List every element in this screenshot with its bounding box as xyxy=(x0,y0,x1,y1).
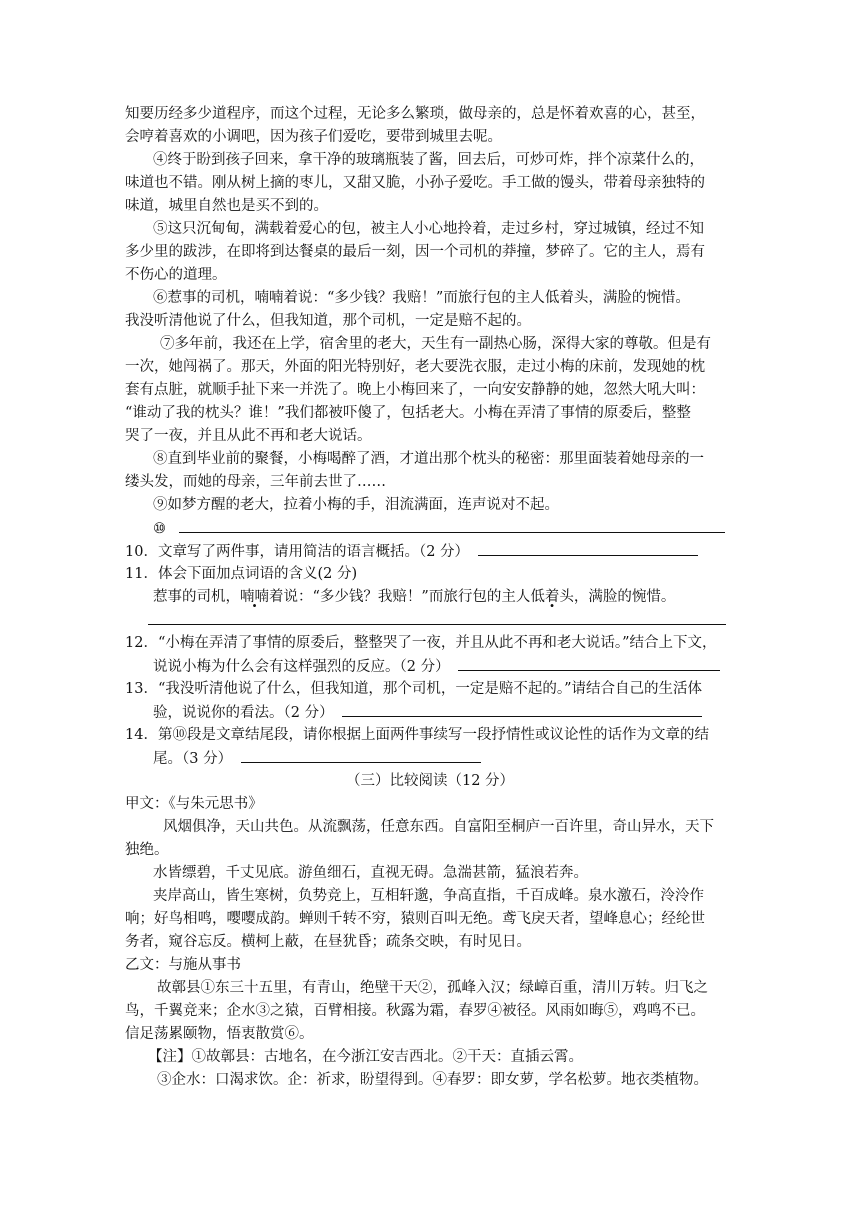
question-10 xyxy=(125,540,698,563)
text-b-title: 乙文：与施从事书 xyxy=(125,957,241,973)
answer-blank[interactable] xyxy=(179,517,725,533)
answer-blank[interactable] xyxy=(478,540,698,556)
paragraph-8: 缕头发，而她的母亲，三年前去世了…… xyxy=(125,474,386,490)
answer-blank[interactable] xyxy=(148,609,726,625)
paragraph-4: ④终于盼到孩子回来，拿干净的玻璃瓶装了酱，回去后，可炒可炸，拌个凉菜什么的， xyxy=(153,152,704,168)
question-12-line2 xyxy=(153,655,720,678)
text-b-paragraph: 故鄣县①东三十五里，有青山，绝壁干天②，孤峰入汉；绿嶂百重，清川万转。归飞之 xyxy=(157,980,708,996)
answer-blank[interactable] xyxy=(241,747,481,763)
paragraph-5: 不伤心的道理。 xyxy=(125,267,227,283)
notes: ③企水：口渴求饮。企：祈求，盼望得到。④春罗：即女萝，学名松萝。地衣类植物。 xyxy=(157,1072,708,1088)
paragraph-6: ⑥惹事的司机，喃喃着说：“多少钱？我赔！”而旅行包的主人低着头，满脸的惋惜。 xyxy=(153,290,690,306)
question-14-line2 xyxy=(153,747,481,770)
paragraph-9: ⑨如梦方醒的老大，拉着小梅的手，泪流满面，连声说对不起。 xyxy=(153,497,559,513)
paragraph-10-number: ⑩ xyxy=(153,521,166,537)
dotted-word-dizhetou: 低着头 xyxy=(530,589,574,605)
answer-blank[interactable] xyxy=(342,701,702,717)
question-13-line2 xyxy=(153,701,702,724)
paragraph-4: 味道，城里自然也是买不到的。 xyxy=(125,198,328,214)
question-12: 12．“小梅在弄清了事情的原委后，整整哭了一夜，并且从此不再和老大说话。”结合上下文， xyxy=(125,635,717,651)
text-a-paragraph-1: 风烟俱净，天山共色。从流飘荡，任意东西。自富阳至桐庐一百许里，奇山异水，天下 xyxy=(163,819,714,835)
text-a-paragraph-2: 水皆缥碧，千丈见底。游鱼细石，直视无碍。急湍甚箭，猛浪若奔。 xyxy=(153,865,588,881)
question-10-text: 10．文章写了两件事，请用简洁的语言概括。（2 分） xyxy=(125,544,470,560)
paragraph-5: ⑤这只沉甸甸，满载着爱心的包，被主人小心地拎着，走过乡村，穿过城镇，经过不知 xyxy=(153,221,704,237)
paragraph-7: 哭了一夜，并且从此不再和老大说话。 xyxy=(125,428,372,444)
question-14: 14．第⑩段是文章结尾段，请你根据上面两件事续写一段抒情性或议论性的话作为文章的结 xyxy=(125,727,709,743)
question-12-text: 说说小梅为什么会有这样强烈的反应。（2 分） xyxy=(153,659,450,675)
paragraph-continued-line: 会哼着喜欢的小调吧，因为孩子们爱吃，要带到城里去呢。 xyxy=(125,129,502,145)
paragraph-7: ⑦多年前，我还在上学，宿舍里的老大，天生有一副热心肠，深得大家的尊敬。但是有 xyxy=(160,336,711,352)
paragraph-7: “谁动了我的枕头？谁！”我们都被吓傻了，包括老大。小梅在弄清了事情的原委后，整整 xyxy=(125,405,691,421)
text-a-title: 甲文：《与朱元思书》 xyxy=(125,796,263,812)
text-b-paragraph: 鸟，千翼竞来；企水③之猿，百臂相接。秋露为霜，春罗④被径。风雨如晦⑤，鸡鸣不已。 xyxy=(125,1003,705,1019)
question-13-text: 验，说说你的看法。（2 分） xyxy=(153,705,334,721)
sentence-part: 惹事的司机， xyxy=(153,589,240,605)
text-a-paragraph-3: 务者，窥谷忘反。横柯上蔽，在昼犹昏；疏条交映，有时见日。 xyxy=(125,934,531,950)
question-11-answer-line[interactable] xyxy=(148,609,726,632)
question-11-sentence xyxy=(153,586,675,608)
section-heading-comparative-reading: （三）比较阅读（12 分） xyxy=(345,773,515,789)
notes: 【注】①故鄣县：古地名，在今浙江安吉西北。②干天：直插云霄。 xyxy=(148,1049,583,1065)
paragraph-6: 我没听清他说了什么，但我知道，那个司机，一定是赔不起的。 xyxy=(125,313,531,329)
paragraph-4: 味道也不错。刚从树上摘的枣儿，又甜又脆，小孙子爱吃。手工做的馒头，带着母亲独特的 xyxy=(125,175,705,191)
text-a-paragraph-1: 独绝。 xyxy=(125,842,169,858)
sentence-part: ，满脸的惋惜。 xyxy=(573,589,676,605)
sentence-part: 着说：“多少钱？我赔！”而旅行包的主人 xyxy=(269,589,531,605)
answer-blank[interactable] xyxy=(458,655,720,671)
text-a-paragraph-3: 夹岸高山，皆生寒树，负势竞上，互相轩邈，争高直指，千百成峰。泉水激石，泠泠作 xyxy=(153,888,704,904)
text-a-paragraph-3: 响；好鸟相鸣，嘤嘤成韵。蝉则千转不穷，猿则百叫无绝。鸢飞戾天者，望峰息心；经纶世 xyxy=(125,911,705,927)
paragraph-7: 一次，她闯祸了。那天，外面的阳光特别好，老大要洗衣服，走过小梅的床前，发现她的枕 xyxy=(125,359,705,375)
text-b-paragraph: 信足荡累颐物，悟衷散赏⑥。 xyxy=(125,1026,314,1042)
question-11: 11．体会下面加点词语的含义(2 分) xyxy=(125,566,358,582)
dotted-word-nannan: 喃喃 xyxy=(240,589,269,605)
paragraph-continued-line: 知要历经多少道程序，而这个过程，无论多么繁琐，做母亲的，总是怀着欢喜的心，甚至， xyxy=(125,106,705,122)
paragraph-10-blank xyxy=(153,517,725,540)
question-14-text: 尾。（3 分） xyxy=(153,751,233,767)
paragraph-5: 多少里的跋涉，在即将到达餐桌的最后一刻，因一个司机的莽撞，梦碎了。它的主人，焉有 xyxy=(125,244,705,260)
paragraph-8: ⑧直到毕业前的聚餐，小梅喝醉了酒，才道出那个枕头的秘密：那里面装着她母亲的一 xyxy=(153,451,704,467)
question-13: 13．“我没听清他说了什么，但我知道，那个司机，一定是赔不起的。”请结合自己的生活体 xyxy=(125,681,703,697)
paragraph-7: 套有点脏，就顺手扯下来一并洗了。晚上小梅回来了，一向安安静静的她，忽然大吼大叫： xyxy=(125,382,705,398)
